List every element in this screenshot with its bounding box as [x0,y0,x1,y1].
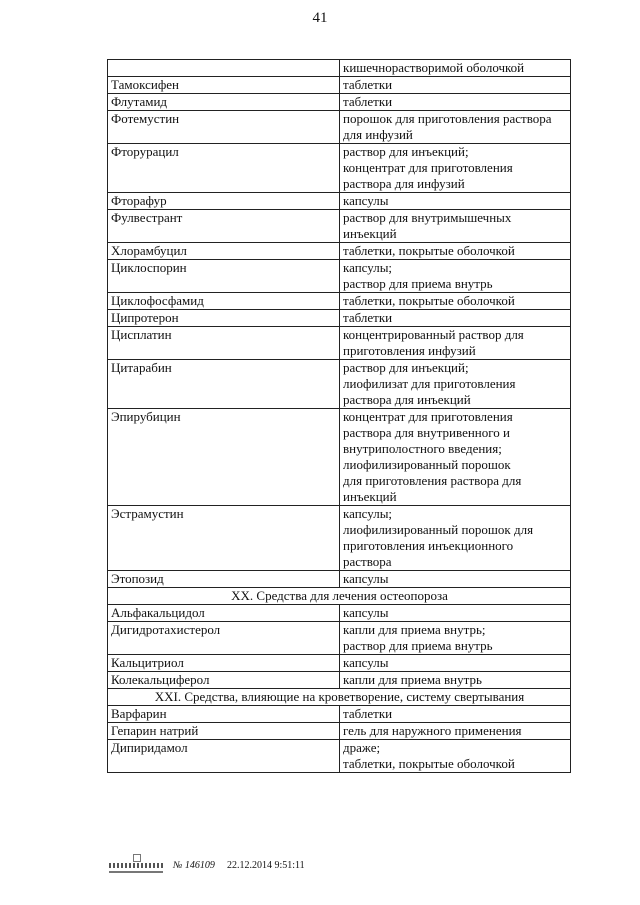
dosage-form-line: таблетки, покрытые оболочкой [343,293,515,308]
dosage-forms [340,293,571,310]
table-row [108,243,571,260]
table-row [108,310,571,327]
dosage-form-line: лиофилизат для приготовления [343,376,516,391]
drug-list-body [108,60,571,773]
section-title: XXI. Средства, влияющие на кроветворение, систему свертывания [108,689,571,706]
dosage-form-line: концентрат для приготовления [343,409,513,424]
dosage-form-line: инъекций [343,489,397,504]
dosage-form-line: капсулы [343,193,389,208]
dosage-forms [340,409,571,506]
table-row [108,293,571,310]
dosage-forms [340,655,571,672]
dosage-form-line: раствор для инъекций; [343,360,469,375]
drug-name: Кальцитриол [108,655,340,672]
table-row [108,506,571,571]
dosage-form-line: раствор для приема внутрь [343,276,493,291]
dosage-form-line: лиофилизированный порошок [343,457,511,472]
section-row [108,689,571,706]
drug-name: Гепарин натрий [108,723,340,740]
table-row [108,260,571,293]
dosage-form-line: приготовления инфузий [343,343,476,358]
dosage-form-line: капсулы [343,655,389,670]
document-number: № 146109 [173,859,215,871]
dosage-forms [340,111,571,144]
dosage-form-line: таблетки [343,94,393,109]
drug-name: Этопозид [108,571,340,588]
dosage-form-line: для приготовления раствора для [343,473,522,488]
dosage-forms [340,605,571,622]
drug-name: Фторафур [108,193,340,210]
drug-list-table [107,59,571,773]
drug-name: Варфарин [108,706,340,723]
drug-name: Колекальциферол [108,672,340,689]
dosage-form-line: таблетки, покрытые оболочкой [343,756,515,771]
table-row [108,327,571,360]
table-row [108,655,571,672]
dosage-forms [340,723,571,740]
drug-name: Циклоспорин [108,260,340,293]
dosage-form-line: внутриполостного введения; [343,441,502,456]
dosage-forms [340,210,571,243]
dosage-form-line: таблетки, покрытые оболочкой [343,243,515,258]
dosage-form-line: лиофилизированный порошок для [343,522,534,537]
dosage-form-line: капсулы; [343,506,393,521]
drug-name: Дигидротахистерол [108,622,340,655]
dosage-form-line: кишечнорастворимой оболочкой [343,60,525,75]
table-row [108,605,571,622]
document-timestamp: 22.12.2014 9:51:11 [226,859,305,871]
dosage-forms [340,571,571,588]
table-row [108,723,571,740]
drug-name: Цитарабин [108,360,340,409]
dosage-form-line: таблетки [343,310,393,325]
table-row [108,111,571,144]
dosage-form-line: капсулы; [343,260,393,275]
dosage-forms [340,360,571,409]
drug-name: Фулвестрант [108,210,340,243]
table-row [108,94,571,111]
section-row [108,588,571,605]
table-row [108,571,571,588]
dosage-form-line: капсулы [343,605,389,620]
dosage-form-line: капли для приема внутрь; [343,622,486,637]
dosage-form-line: раствор для внутримышечных [343,210,512,225]
table-row [108,672,571,689]
dosage-form-line: порошок для приготовления раствора [343,111,552,126]
table-row [108,77,571,94]
dosage-forms [340,310,571,327]
drug-name: Тамоксифен [108,77,340,94]
dosage-form-line: для инфузий [343,127,413,142]
drug-name: Циклофосфамид [108,293,340,310]
dosage-form-line: раствора для инфузий [343,176,465,191]
footer [107,852,305,878]
table-row [108,193,571,210]
drug-name [108,60,340,77]
dosage-form-line: гель для наружного применения [343,723,522,738]
dosage-form-line: таблетки [343,706,393,721]
dosage-forms [340,243,571,260]
dosage-forms [340,193,571,210]
dosage-form-line: приготовления инъекционного [343,538,514,553]
drug-name: Ципротерон [108,310,340,327]
drug-name: Хлорамбуцил [108,243,340,260]
table-row [108,210,571,243]
drug-name: Флутамид [108,94,340,111]
drug-name: Эпирубицин [108,409,340,506]
dosage-forms [340,706,571,723]
dosage-form-line: раствор для приема внутрь [343,638,493,653]
dosage-forms [340,622,571,655]
dosage-forms [340,506,571,571]
dosage-forms [340,60,571,77]
dosage-form-line: инъекций [343,226,397,241]
table-row [108,409,571,506]
dosage-form-line: капсулы [343,571,389,586]
table-row [108,706,571,723]
dosage-forms [340,77,571,94]
drug-name: Цисплатин [108,327,340,360]
drug-name: Альфакальцидол [108,605,340,622]
dosage-form-line: концентрированный раствор для [343,327,524,342]
barcode-stamp-icon [107,852,165,878]
dosage-form-line: раствора для внутривенного и [343,425,510,440]
dosage-forms [340,144,571,193]
dosage-form-line: концентрат для приготовления [343,160,513,175]
dosage-form-line: раствора для инъекций [343,392,471,407]
section-title: XX. Средства для лечения остеопороза [108,588,571,605]
dosage-form-line: раствор для инъекций; [343,144,469,159]
page-number: 41 [312,10,328,26]
dosage-form-line: раствора [343,554,392,569]
dosage-form-line: драже; [343,740,381,755]
drug-name: Фотемустин [108,111,340,144]
dosage-forms [340,260,571,293]
dosage-forms [340,740,571,773]
table-row [108,360,571,409]
dosage-forms [340,672,571,689]
dosage-forms [340,327,571,360]
table-row [108,60,571,77]
drug-name: Дипиридамол [108,740,340,773]
dosage-form-line: капли для приема внутрь [343,672,482,687]
table-row [108,740,571,773]
table-row [108,144,571,193]
dosage-forms [340,94,571,111]
table-row [108,622,571,655]
drug-name: Эстрамустин [108,506,340,571]
dosage-form-line: таблетки [343,77,393,92]
drug-name: Фторурацил [108,144,340,193]
